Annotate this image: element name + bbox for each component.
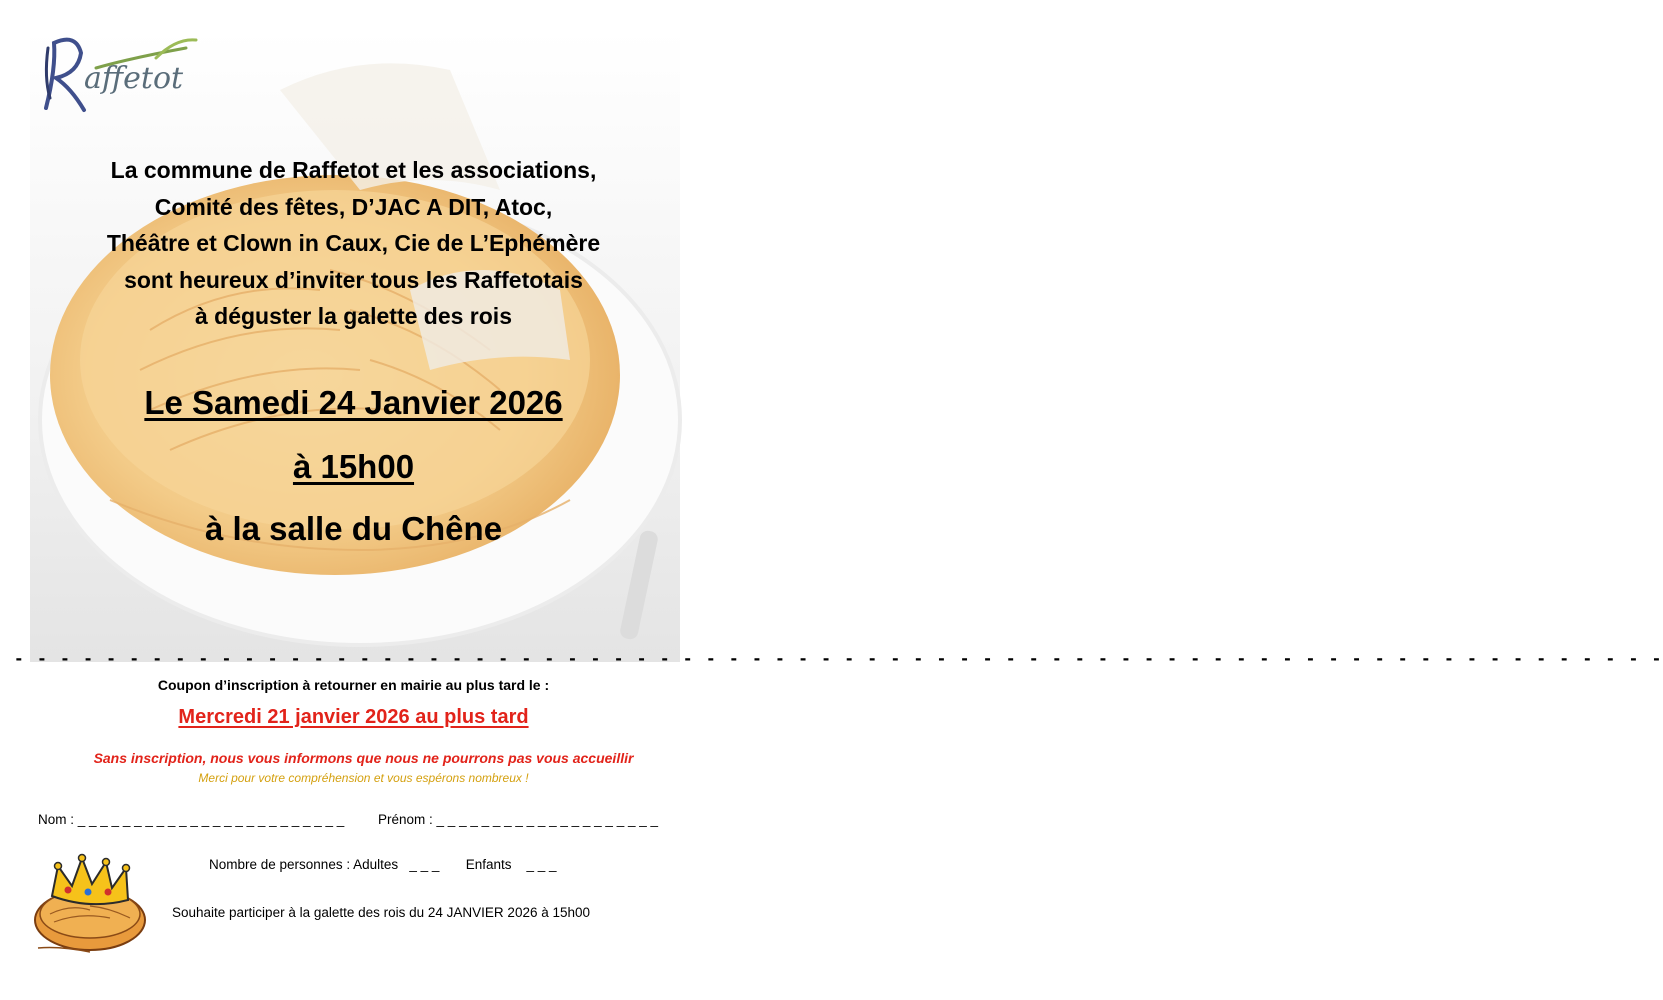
invitation-line-2: Comité des fêtes, D’JAC A DIT, Atoc, — [154, 193, 553, 220]
svg-text:affetot: affetot — [84, 61, 184, 96]
invitation-line-1: La commune de Raffetot et les associations, — [110, 157, 597, 183]
children-blank[interactable]: _ _ _ — [526, 857, 557, 872]
coupon-thanks: Merci pour votre compréhension et vous espérons nombreux ! — [198, 771, 529, 785]
event-time: à 15h00 — [292, 448, 415, 485]
prenom-blank[interactable]: _ _ _ _ _ _ _ _ _ _ _ _ _ _ _ _ _ _ _ _ — [436, 812, 658, 827]
invitation-line-3: Théâtre et Clown in Caux, Cie de L’Ephémère — [106, 230, 601, 256]
raffetot-logo — [36, 28, 206, 118]
crown-galette-icon — [30, 848, 150, 958]
adults-blank[interactable]: _ _ _ — [409, 857, 440, 872]
coupon-deadline: Mercredi 21 janvier 2026 au plus tard — [178, 706, 529, 728]
invitation-line-4: sont heureux d’inviter tous les Raffetotais — [124, 266, 583, 293]
invitation-line-5: à déguster la galette des rois — [194, 303, 512, 329]
nom-label: Nom : — [38, 812, 75, 827]
event-date: Le Samedi 24 Janvier 2026 — [144, 384, 563, 421]
nom-blank[interactable]: _ _ _ _ _ _ _ _ _ _ _ _ _ _ _ _ _ _ _ _ _ _ _ _ — [77, 812, 345, 827]
coupon-warning: Sans inscription, nous vous informons que nous ne pourrons pas vous accueillir — [93, 750, 634, 766]
prenom-field[interactable] — [378, 812, 658, 827]
coupon-heading: Coupon d’inscription à retourner en mairie au plus tard le : — [157, 677, 550, 693]
persons-field[interactable] — [209, 857, 557, 872]
participation-statement: Souhaite participer à la galette des rois du 24 JANVIER 2026 à 15h00 — [172, 905, 591, 920]
invitation-text — [0, 152, 707, 335]
persons-label: Nombre de personnes : Adultes — [209, 857, 399, 872]
prenom-label: Prénom : — [378, 812, 433, 827]
galette-background-image — [30, 30, 680, 662]
children-label: Enfants — [465, 857, 512, 872]
event-place: à la salle du Chêne — [204, 510, 503, 547]
nom-field[interactable] — [38, 812, 344, 827]
cut-line-divider: - - - - - - - - - - - - - - - - - - - - - - - - - - - - - - - - - - - - - - - - - - - - - - - - - - - - - - - - - - - - - - - - - - - - - - - - — [14, 649, 1663, 668]
